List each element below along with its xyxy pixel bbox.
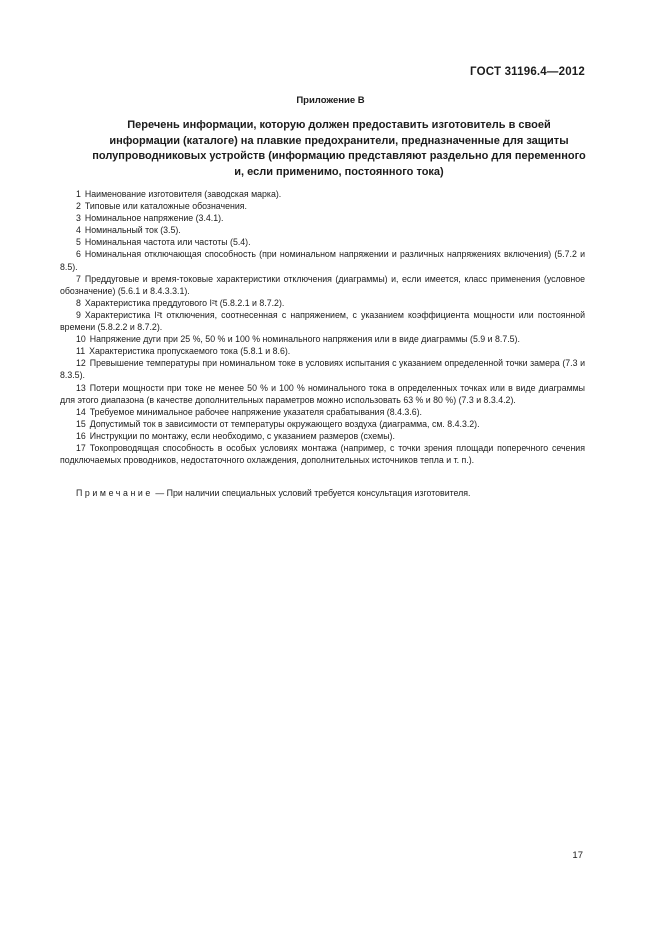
list-item xyxy=(60,357,585,381)
item-text: Наименование изготовителя (заводская марка). xyxy=(84,189,282,199)
information-list xyxy=(60,188,585,466)
list-item xyxy=(60,406,585,418)
item-text: Потери мощности при токе не менее 50 % и 100 % номинального тока в определенных точках или в виде диаграммы для этого диапазона (в качестве дополнительных параметров можно использовать 63 % и 80 %) (7.3 и 8.3.4.2). xyxy=(60,382,585,405)
list-item xyxy=(60,200,585,212)
item-number: 15 xyxy=(76,418,86,429)
item-number: 7 xyxy=(76,273,81,284)
item-text: Токопроводящая способность в особых условиях монтажа (например, с точки зрения площади поперечного сечения подключаемых проводников, недостаточного охлаждения, дополнительных источников тепла и т. п.). xyxy=(60,442,585,466)
list-item xyxy=(60,273,585,297)
item-number: 10 xyxy=(76,334,86,345)
item-text: Номинальный ток (3.5). xyxy=(84,225,181,236)
item-number: 11 xyxy=(76,346,86,357)
list-item xyxy=(60,382,585,406)
list-item xyxy=(60,333,585,345)
item-text: Характеристика I²t отключения, соотнесенная с напряжением, с указанием коэффициента мощности или постоянной времени (5.8.2.2 и 8.7.2). xyxy=(60,309,585,333)
note-text: — При наличии специальных условий требуется консультация изготовителя. xyxy=(155,488,471,498)
item-text: Номинальное напряжение (3.4.1). xyxy=(84,213,224,224)
item-number: 1 xyxy=(76,189,81,199)
document-code: ГОСТ 31196.4—2012 xyxy=(470,66,585,78)
page-number: 17 xyxy=(572,850,583,861)
note-label: Примечание xyxy=(76,488,153,498)
list-item xyxy=(60,297,585,309)
item-text: Превышение температуры при номинальном токе в условиях испытания с указанием определенной точки замера (7.3 и 8.3.5). xyxy=(60,358,585,381)
item-text: Характеристика преддугового I²t (5.8.2.1 и 8.7.2). xyxy=(84,297,285,308)
appendix-heading: Перечень информации, которую должен предоставить изготовитель в своей информации (каталоге) на плавкие предохранители, предназначенные для защиты полупроводниковых устройств (информацию представляют раздельно для переменного и, если применимо, постоянного тока) xyxy=(92,119,586,178)
item-text: Напряжение дуги при 25 %, 50 % и 100 % номинального напряжения или в виде диаграммы (5.9 и 8.7.5). xyxy=(89,334,520,345)
list-item xyxy=(60,442,585,466)
item-text: Характеристика пропускаемого тока (5.8.1 и 8.6). xyxy=(89,346,291,357)
item-number: 13 xyxy=(76,382,86,393)
item-text: Преддуговые и время-токовые характеристики отключения (диаграммы) и, если имеется, класс применения (условное обозначение) (5.6.1 и 8.4.3.3.1). xyxy=(60,273,585,296)
item-number: 6 xyxy=(76,249,81,260)
item-number: 9 xyxy=(76,309,81,320)
item-number: 8 xyxy=(76,297,81,308)
item-text: Типовые или каталожные обозначения. xyxy=(84,201,247,212)
list-item xyxy=(60,236,585,248)
list-item xyxy=(60,248,585,272)
item-text: Номинальная отключающая способность (при номинальном напряжении и различных напряжениях включения) (5.7.2 и 8.5). xyxy=(60,249,585,272)
item-text: Требуемое минимальное рабочее напряжение указателя срабатывания (8.4.3.6). xyxy=(89,406,423,417)
item-number: 14 xyxy=(76,406,86,417)
list-item xyxy=(60,212,585,224)
item-number: 2 xyxy=(76,201,81,212)
list-item xyxy=(60,224,585,236)
item-text: Инструкции по монтажу, если необходимо, с указанием размеров (схемы). xyxy=(89,430,395,441)
item-number: 17 xyxy=(76,442,86,453)
list-item xyxy=(60,309,585,333)
item-number: 3 xyxy=(76,213,81,224)
note xyxy=(60,487,585,499)
appendix-title: Приложение В xyxy=(296,95,365,106)
item-text: Допустимый ток в зависимости от температуры окружающего воздуха (диаграмма, см. 8.4.3.2). xyxy=(89,418,480,429)
item-number: 5 xyxy=(76,237,81,248)
list-item xyxy=(60,188,585,200)
list-item xyxy=(60,418,585,430)
item-text: Номинальная частота или частоты (5.4). xyxy=(84,237,251,248)
item-number: 12 xyxy=(76,358,86,369)
item-number: 16 xyxy=(76,430,86,441)
list-item xyxy=(60,430,585,442)
item-number: 4 xyxy=(76,225,81,236)
list-item xyxy=(60,345,585,357)
